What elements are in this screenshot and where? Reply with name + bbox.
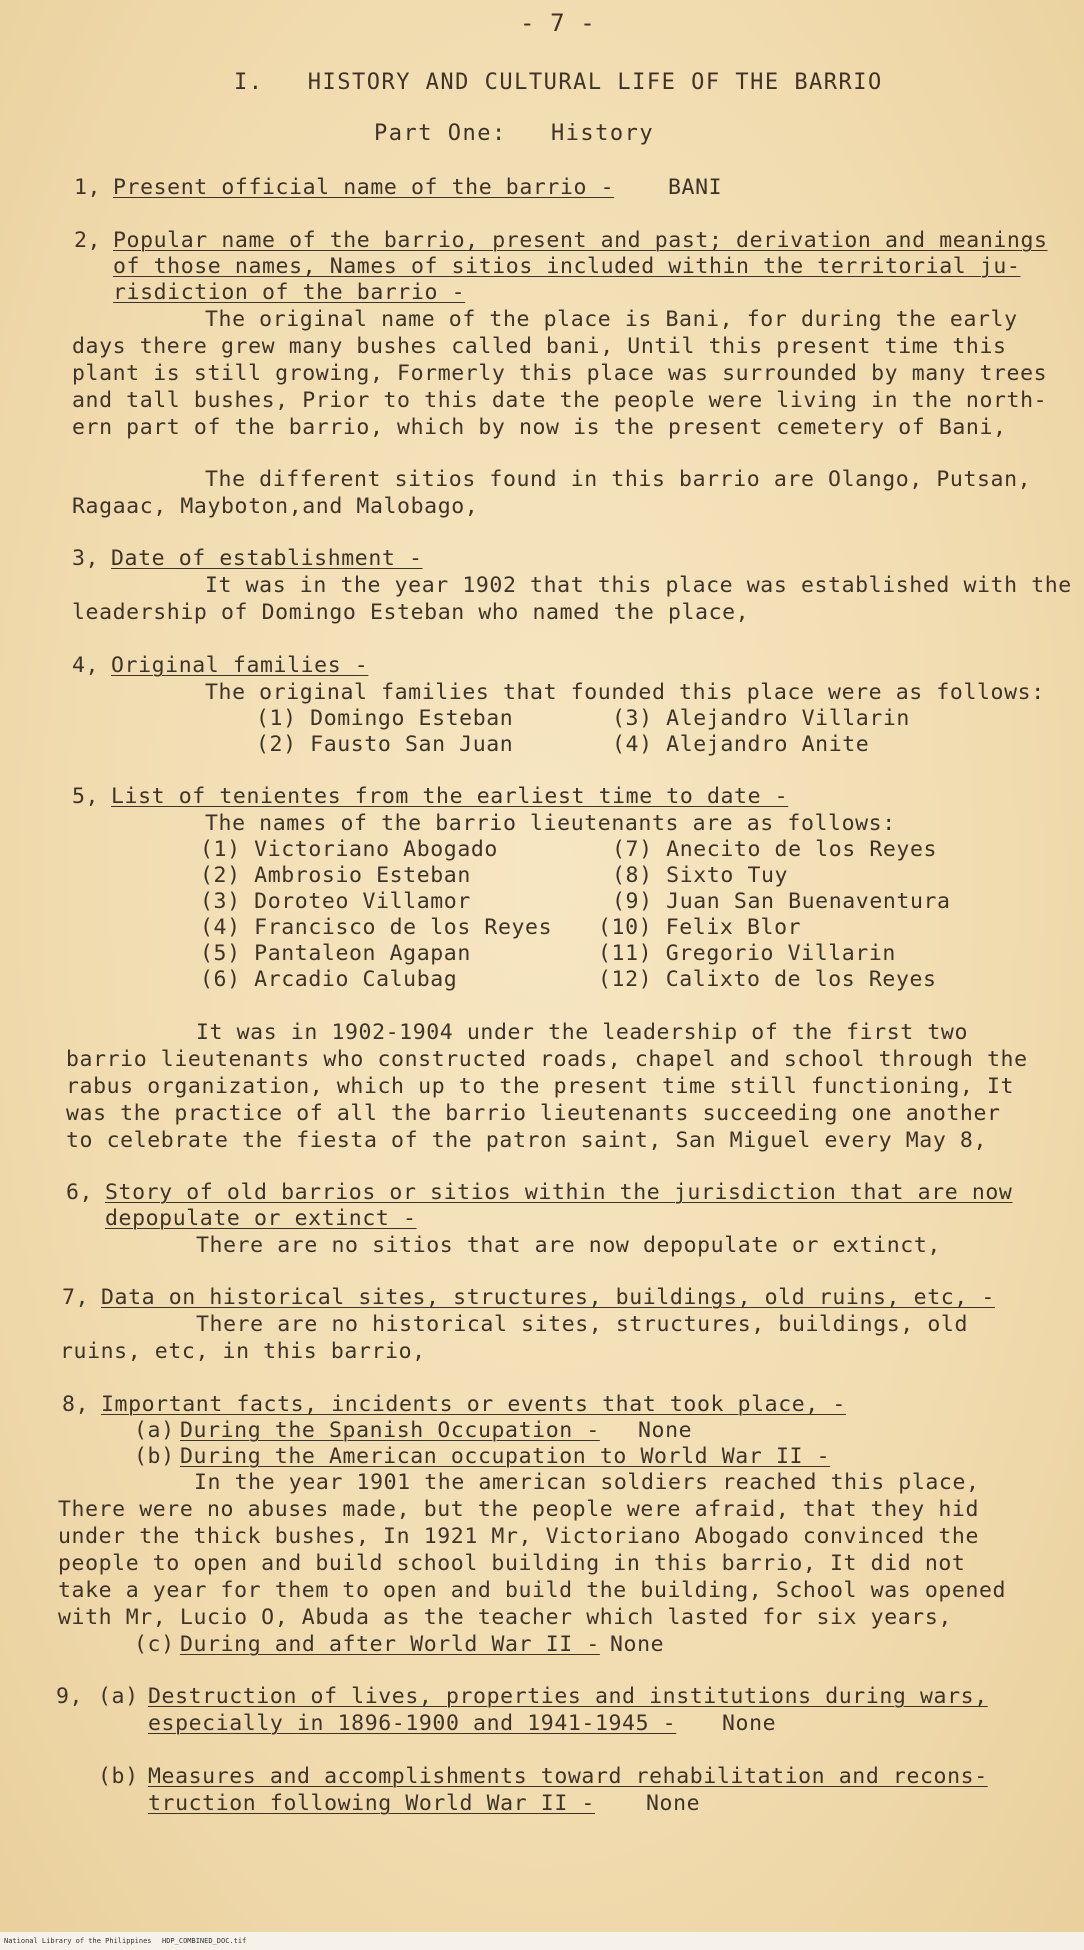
lieutenant-list-item: (8) Sixto Tuy [612, 863, 789, 888]
sub-item-mark: (b) [134, 1444, 175, 1469]
paragraph-line: with Mr, Lucio O, Abuda as the teacher which lasted for six years, [58, 1605, 952, 1630]
footer-library-name: National Library of the Philippines [4, 1937, 152, 1945]
paragraph-line: barrio lieutenants who constructed roads, chapel and school through the [66, 1047, 1028, 1072]
lieutenant-list-item: (11) Gregorio Villarin [598, 941, 896, 966]
paragraph-line: Ragaac, Mayboton,and Malobago, [72, 494, 479, 519]
paragraph-line: It was in the year 1902 that this place was established with the [205, 573, 1072, 598]
paragraph-line: plant is still growing, Formerly this place was surrounded by many trees [72, 361, 1048, 386]
item-8a-value: None [638, 1418, 693, 1443]
item-3-label: Date of establishment - [111, 546, 423, 571]
item-3-number: 3, [72, 546, 100, 571]
paragraph-line: ern part of the barrio, which by now is the present cemetery of Bani, [72, 415, 1007, 440]
paragraph-line: under the thick bushes, In 1921 Mr, Victoriano Abogado convinced the [58, 1524, 979, 1549]
item-8a-label: During the Spanish Occupation - [180, 1418, 600, 1443]
sub-item-mark: (c) [134, 1632, 175, 1657]
paragraph-line: The original name of the place is Bani, for during the early [205, 307, 1018, 332]
paragraph-line: ruins, etc, in this barrio, [60, 1339, 426, 1364]
family-list-item: (2) Fausto San Juan [256, 732, 514, 757]
barrio-name-value: BANI [668, 175, 723, 200]
lieutenant-list-item: (10) Felix Blor [598, 915, 802, 940]
paragraph-line: days there grew many bushes called bani, Until this present time this [72, 334, 1007, 359]
item-6-label-line: Story of old barrios or sitios within the jurisdiction that are now [105, 1180, 1013, 1205]
item-8-number: 8, [62, 1392, 90, 1417]
item-4-label: Original families - [111, 653, 369, 678]
item-2-number: 2, [74, 228, 102, 253]
lieutenant-list-item: (2) Ambrosio Esteban [200, 863, 471, 888]
lieutenant-list-item: (4) Francisco de los Reyes [200, 915, 553, 940]
item-8b-label: During the American occupation to World War II - [180, 1444, 831, 1469]
part-heading: Part One: History [374, 121, 655, 146]
item-9a-label-line: Destruction of lives, properties and institutions during wars, [148, 1684, 988, 1709]
footer-file-name: HDP_COMBINED_DOC.tif [162, 1937, 247, 1945]
item-4-number: 4, [72, 653, 100, 678]
paragraph-line: was the practice of all the barrio lieutenants succeeding one another [66, 1101, 1001, 1126]
item-7-label: Data on historical sites, structures, buildings, old ruins, etc, - [101, 1285, 995, 1310]
lieutenant-list-item: (3) Doroteo Villamor [200, 889, 471, 914]
family-list-item: (4) Alejandro Anite [612, 732, 870, 757]
paragraph-line: The original families that founded this place were as follows: [205, 680, 1045, 705]
lieutenant-list-item: (5) Pantaleon Agapan [200, 941, 471, 966]
paragraph-line: leadership of Domingo Esteban who named the place, [72, 600, 750, 625]
lieutenant-list-item: (12) Calixto de los Reyes [598, 967, 937, 992]
paragraph-line: rabus organization, which up to the present time still functioning, It [66, 1074, 1015, 1099]
paragraph-line: The different sitios found in this barrio are Olango, Putsan, [205, 467, 1032, 492]
paragraph-line: In the year 1901 the american soldiers reached this place, [194, 1470, 980, 1495]
item-8c-label: During and after World War II - [180, 1632, 600, 1657]
item-7-number: 7, [62, 1285, 90, 1310]
item-1-number: 1, [74, 175, 102, 200]
item-9b-label-line: truction following World War II - [148, 1791, 595, 1816]
item-9a-label-line: especially in 1896-1900 and 1941-1945 - [148, 1711, 677, 1736]
page-number: - 7 - [520, 9, 596, 37]
sub-item-mark: (b) [98, 1764, 139, 1789]
paragraph-line: It was in 1902-1904 under the leadership of the first two [196, 1020, 969, 1045]
family-list-item: (1) Domingo Esteban [256, 706, 514, 731]
paragraph-line: There are no sitios that are now depopulate or extinct, [196, 1233, 941, 1258]
item-1-label: Present official name of the barrio - [113, 175, 615, 200]
sub-item-mark: (a) [134, 1418, 175, 1443]
scan-footer [0, 1932, 1084, 1950]
lieutenant-list-item: (9) Juan San Buenaventura [612, 889, 951, 914]
paragraph-line: and tall bushes, Prior to this date the people were living in the north- [72, 388, 1048, 413]
item-8-label: Important facts, incidents or events that took place, - [101, 1392, 846, 1417]
sub-item-mark: (a) [98, 1684, 139, 1709]
paragraph-line: There are no historical sites, structures, buildings, old [196, 1312, 969, 1337]
item-9b-value: None [646, 1791, 701, 1816]
item-6-label-line: depopulate or extinct - [105, 1206, 417, 1231]
family-list-item: (3) Alejandro Villarin [612, 706, 910, 731]
item-9-number: 9, [56, 1684, 84, 1709]
item-9a-value: None [722, 1711, 777, 1736]
lieutenant-list-item: (6) Arcadio Calubag [200, 967, 458, 992]
section-heading: I. HISTORY AND CULTURAL LIFE OF THE BARRIO [234, 70, 883, 95]
paragraph-line: The names of the barrio lieutenants are as follows: [205, 811, 896, 836]
paragraph-line: to celebrate the fiesta of the patron saint, San Miguel every May 8, [66, 1128, 987, 1153]
item-9b-label-line: Measures and accomplishments toward rehabilitation and recons- [148, 1764, 988, 1789]
item-5-label: List of tenientes from the earliest time to date - [111, 784, 789, 809]
item-8c-value: None [610, 1632, 665, 1657]
item-2-label-line: of those names, Names of sitios included within the territorial ju- [113, 254, 1021, 279]
item-2-label-line: Popular name of the barrio, present and past; derivation and meanings [113, 228, 1048, 253]
item-2-label-line: risdiction of the barrio - [113, 280, 466, 305]
lieutenant-list-item: (1) Victoriano Abogado [200, 837, 498, 862]
paragraph-line: people to open and build school building in this barrio, It did not [58, 1551, 966, 1576]
lieutenant-list-item: (7) Anecito de los Reyes [612, 837, 938, 862]
paragraph-line: take a year for them to open and build the building, School was opened [58, 1578, 1007, 1603]
item-5-number: 5, [72, 784, 100, 809]
paragraph-line: There were no abuses made, but the people were afraid, that they hid [58, 1497, 979, 1522]
item-6-number: 6, [66, 1180, 94, 1205]
